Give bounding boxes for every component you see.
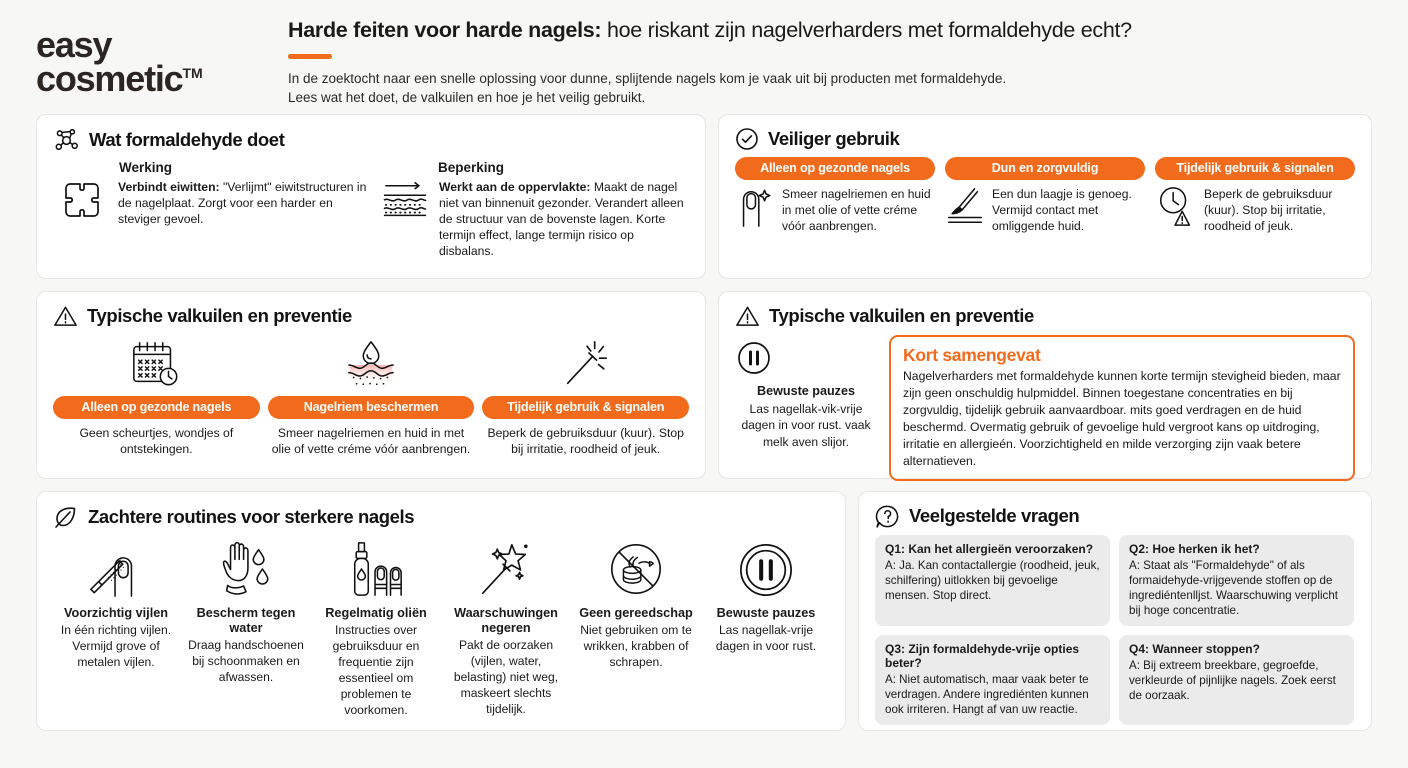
faq-item: [875, 535, 1110, 626]
leaf-icon: [53, 504, 79, 530]
column-text: [439, 179, 689, 259]
pitfall-columns: [53, 335, 689, 458]
magic-wand-icon: [560, 338, 612, 390]
safer-item: [735, 186, 935, 234]
icon-wrap: [443, 536, 569, 598]
card-title-text: Veelgestelde vragen: [909, 505, 1080, 527]
warning-triangle-icon: [735, 304, 760, 329]
status-badge: Dun en zorgvuldig: [945, 157, 1145, 180]
page-header: [0, 0, 1408, 114]
conscious-breaks-text: Las nagellak-vik-vrije dagen in voor rust. vaak melk aven slijor.: [741, 401, 871, 449]
routine-item: [53, 536, 179, 719]
pitfall-text: Beperk de gebruiksduur (kuur). Stop bij irritatie, roodheid of jeuk.: [487, 425, 684, 457]
faq-answer: A: Bĳ extreem breekbare, gegroefde, verkleurde of pijnlijke nagels. Zoek eerst de oorzaak.: [1129, 659, 1336, 703]
brand-logo: [36, 18, 276, 100]
clock-warning-icon: [1155, 186, 1197, 228]
status-badge: Alleen op gezonde nagels: [735, 157, 935, 180]
icon-wrap: [313, 536, 439, 598]
icon-wrap: [482, 335, 689, 393]
page-title-bold: Harde feiten voor harde nagels:: [288, 18, 602, 42]
warning-triangle-icon: [53, 304, 78, 329]
brush-stroke-icon: [945, 186, 985, 228]
pause-circle-icon: [738, 542, 794, 598]
routine-title: Regelmatig oliën: [325, 605, 427, 620]
faq-list: [875, 535, 1355, 725]
header-subtitle-line2: Lees wat het doet, de valkuilen en hoe je het veilig gebruikt.: [288, 90, 646, 106]
card-title-text: Wat formaldehyde doet: [89, 129, 285, 151]
status-badge: Alleen op gezonde nagels: [53, 396, 260, 419]
card-header: [53, 127, 689, 154]
routine-title: Waarschuwingen negeren: [454, 605, 558, 636]
no-tools-icon: [607, 540, 665, 598]
what-column-beperking: [380, 160, 689, 259]
pitfall-column: [53, 335, 260, 458]
card-what-formaldehyde-does: [36, 114, 706, 279]
icon-wrap: [53, 335, 260, 393]
brand-logo-word: cosmetic: [36, 58, 183, 100]
pitfalls-right-body: [735, 335, 1355, 481]
safer-items: [735, 186, 1355, 234]
card-title-text: Typische valkuilen en preventie: [87, 305, 352, 327]
brand-logo-line2: [36, 58, 203, 100]
oil-dropper-icon: [346, 540, 406, 598]
routine-text: Pakt de oorzaken (vijlen, water, belasting) niet weg, maskeert slechts tijdelijk.: [453, 638, 559, 717]
cards-row-2: [36, 291, 1372, 479]
faq-item: [1119, 535, 1354, 626]
column-text-bold: Werkt aan de oppervlakte:: [439, 179, 591, 194]
column-text-rest: Maakt de nagel niet van binnenuit gezonder. Verandert alleen de structuur van de bovenste lagen. Korte termijn effect, lange termijn risico op disbalans.: [439, 179, 684, 259]
what-column-werking: [61, 160, 370, 259]
routine-item: [703, 536, 829, 719]
page-title: [288, 18, 1372, 44]
card-header: [53, 304, 689, 329]
icon-wrap: [53, 536, 179, 598]
routine-text: Instructies over gebruiksduur en frequentie zijn essentieel om problemen te voorkomen.: [332, 623, 420, 717]
card-header: [53, 504, 829, 530]
card-title-text: Zachtere routines voor sterkere nagels: [88, 505, 415, 527]
card-faq: [858, 491, 1372, 731]
cards-row-1: [36, 114, 1372, 279]
pitfall-column: [268, 335, 475, 458]
status-badge: Tijdelijk gebruik & signalen: [1155, 157, 1355, 180]
icon-wrap: [268, 335, 475, 393]
card-gentle-routines: [36, 491, 846, 731]
summary-title: Kort samengevat: [903, 344, 1041, 365]
column-text-bold: Verbindt eiwitten:: [118, 179, 220, 194]
card-safer-use: [718, 114, 1372, 279]
safer-item: [945, 186, 1145, 234]
page-title-rest: hoe riskant zijn nagelverharders met formaldehyde echt?: [601, 18, 1132, 42]
status-badge: Nagelriem beschermen: [268, 396, 475, 419]
nail-sparkle-icon: [735, 186, 775, 228]
routine-item: [183, 536, 309, 719]
column-text: [118, 179, 370, 227]
routine-title: Bescherm tegen water: [196, 605, 296, 636]
pitfall-text: Geen scheurtjes, wondjes of ontstekingen.: [79, 425, 234, 457]
routine-item: [313, 536, 439, 719]
routine-text: Las nagellak-vrije dagen in voor rust.: [715, 623, 817, 654]
header-text-block: [276, 18, 1372, 108]
card-pitfalls-prevention-left: [36, 291, 706, 479]
column-text-rest: "Verlijmt" eiwitstructuren in de nagelplaat. Zorgt voor een harder en steviger gevoel.: [118, 179, 367, 227]
column-heading: Beperking: [438, 159, 505, 175]
routine-text: In één richting vijlen. Vermijd grove of metalen vijlen.: [60, 623, 172, 670]
routine-title: Voorzichtig vijlen: [63, 605, 169, 620]
column-body: [380, 179, 689, 259]
magic-wand-icon: [477, 540, 535, 598]
title-accent-rule: [288, 54, 332, 59]
faq-item: [875, 635, 1110, 725]
card-header: [735, 127, 1355, 151]
routine-text: Niet gebruiken om te wrikken, krabben of schrapen.: [580, 623, 692, 670]
calendar-clock-icon: [128, 338, 184, 390]
header-subtitle-line1: In de zoektocht naar een snelle oplossing voor dunne, splijtende nagels kom je vaak uit bij producten met formaldehyde.: [288, 70, 1007, 86]
safer-badges: [735, 157, 1355, 180]
what-columns: [53, 160, 689, 259]
faq-question: Q1: Kan het allergieën veroorzaken?: [885, 541, 1094, 556]
check-circle-icon: [735, 127, 759, 151]
card-pitfalls-prevention-right: [718, 291, 1372, 479]
cards-grid: [0, 114, 1408, 731]
column-heading: Werking: [119, 159, 173, 175]
pitfall-column: [482, 335, 689, 458]
icon-wrap: [573, 536, 699, 598]
summary-box: [889, 335, 1355, 481]
safer-item-text: Beperk de gebruiksduur (kuur). Stop bij irritatie, roodheid of jeuk.: [1204, 186, 1333, 234]
safer-item-text: Een dun laagje is genoeg. Vermijd contact met omliggende huid.: [992, 186, 1132, 234]
brand-logo-line1: easy: [36, 24, 112, 65]
faq-item: [1119, 635, 1354, 725]
brand-trademark: TM: [182, 65, 203, 82]
icon-wrap: [703, 536, 829, 598]
card-header: [875, 504, 1355, 529]
faq-answer: A: Ja. Kan contactallergie (roodheid, jeuk, schilfering) uitlokken bij gevoelige mensen. Stop direct.: [885, 558, 1100, 603]
routine-item: [573, 536, 699, 719]
routine-columns: [53, 536, 829, 719]
faq-answer: A: Niet automatisch, maar vaak beter te verdragen. Andere ingrediénten kunnen ook irriteren. Hangt af van uw reactie.: [885, 673, 1089, 717]
question-bubble-icon: [875, 504, 900, 529]
faq-question: Q2: Hoe herken ik het?: [1129, 541, 1260, 556]
droplet-skin-icon: [340, 338, 402, 390]
card-title-text: Typische valkuilen en preventie: [769, 305, 1034, 327]
routine-title: Geen gereedschap: [579, 605, 693, 620]
pitfall-text: Smeer nagelriemen en huid in met olie of vette créme vóór aanbrengen.: [271, 425, 471, 457]
routine-title: Bewuste pauzes: [716, 605, 816, 620]
routine-text: Draag handschoenen bij schoonmaken en afwassen.: [188, 638, 304, 685]
safer-item-text: Smeer nagelriemen en huid in met olie of vette créme vóór aanbrengen.: [782, 186, 931, 234]
glove-water-icon: [216, 540, 276, 598]
routine-item: [443, 536, 569, 719]
molecule-icon: [53, 127, 80, 154]
faq-question: Q4: Wanneer stoppen?: [1129, 642, 1260, 657]
puzzle-icon: [61, 179, 109, 227]
safer-item: [1155, 186, 1355, 234]
pause-circle-icon: [735, 339, 877, 377]
icon-wrap: [183, 536, 309, 598]
summary-text: Nagelverharders met formaldehyde kunnen korte termijn stevigheid bieden, maar zijn geen onschuldig hulpmiddel. Binnen toegestane concentraties en bij zorgvuldig, tijdelijk gebruik aanvaardboar. mits goed verdragen en de huid beschermd. Overmatig gebruik of gevoelige huld vergroot kans op uitdroging, irritatie en allergieén. Voorzichtigheld en milde verzorging zijn vaak betere alternatieven.: [903, 368, 1341, 469]
status-badge: Tijdelijk gebruik & signalen: [482, 396, 689, 419]
card-header: [735, 304, 1355, 329]
card-title-text: Veiliger gebruik: [768, 127, 900, 149]
column-body: [61, 179, 370, 227]
cards-row-3: [36, 491, 1372, 731]
nail-file-icon: [86, 540, 146, 598]
surface-layers-icon: [380, 179, 430, 225]
conscious-breaks-block: [735, 335, 877, 450]
conscious-breaks-title: Bewuste pauzes: [757, 383, 855, 398]
faq-question: Q3: Zijn formaldehyde-vrije opties beter?: [885, 642, 1080, 671]
faq-answer: A: Staat als "Formaldehyde" of als formaidehyde-vrijgevende stoffen op de ingrediéntenlljst. Waarschuwing verplicht bij hoge concentratie.: [1129, 558, 1338, 618]
